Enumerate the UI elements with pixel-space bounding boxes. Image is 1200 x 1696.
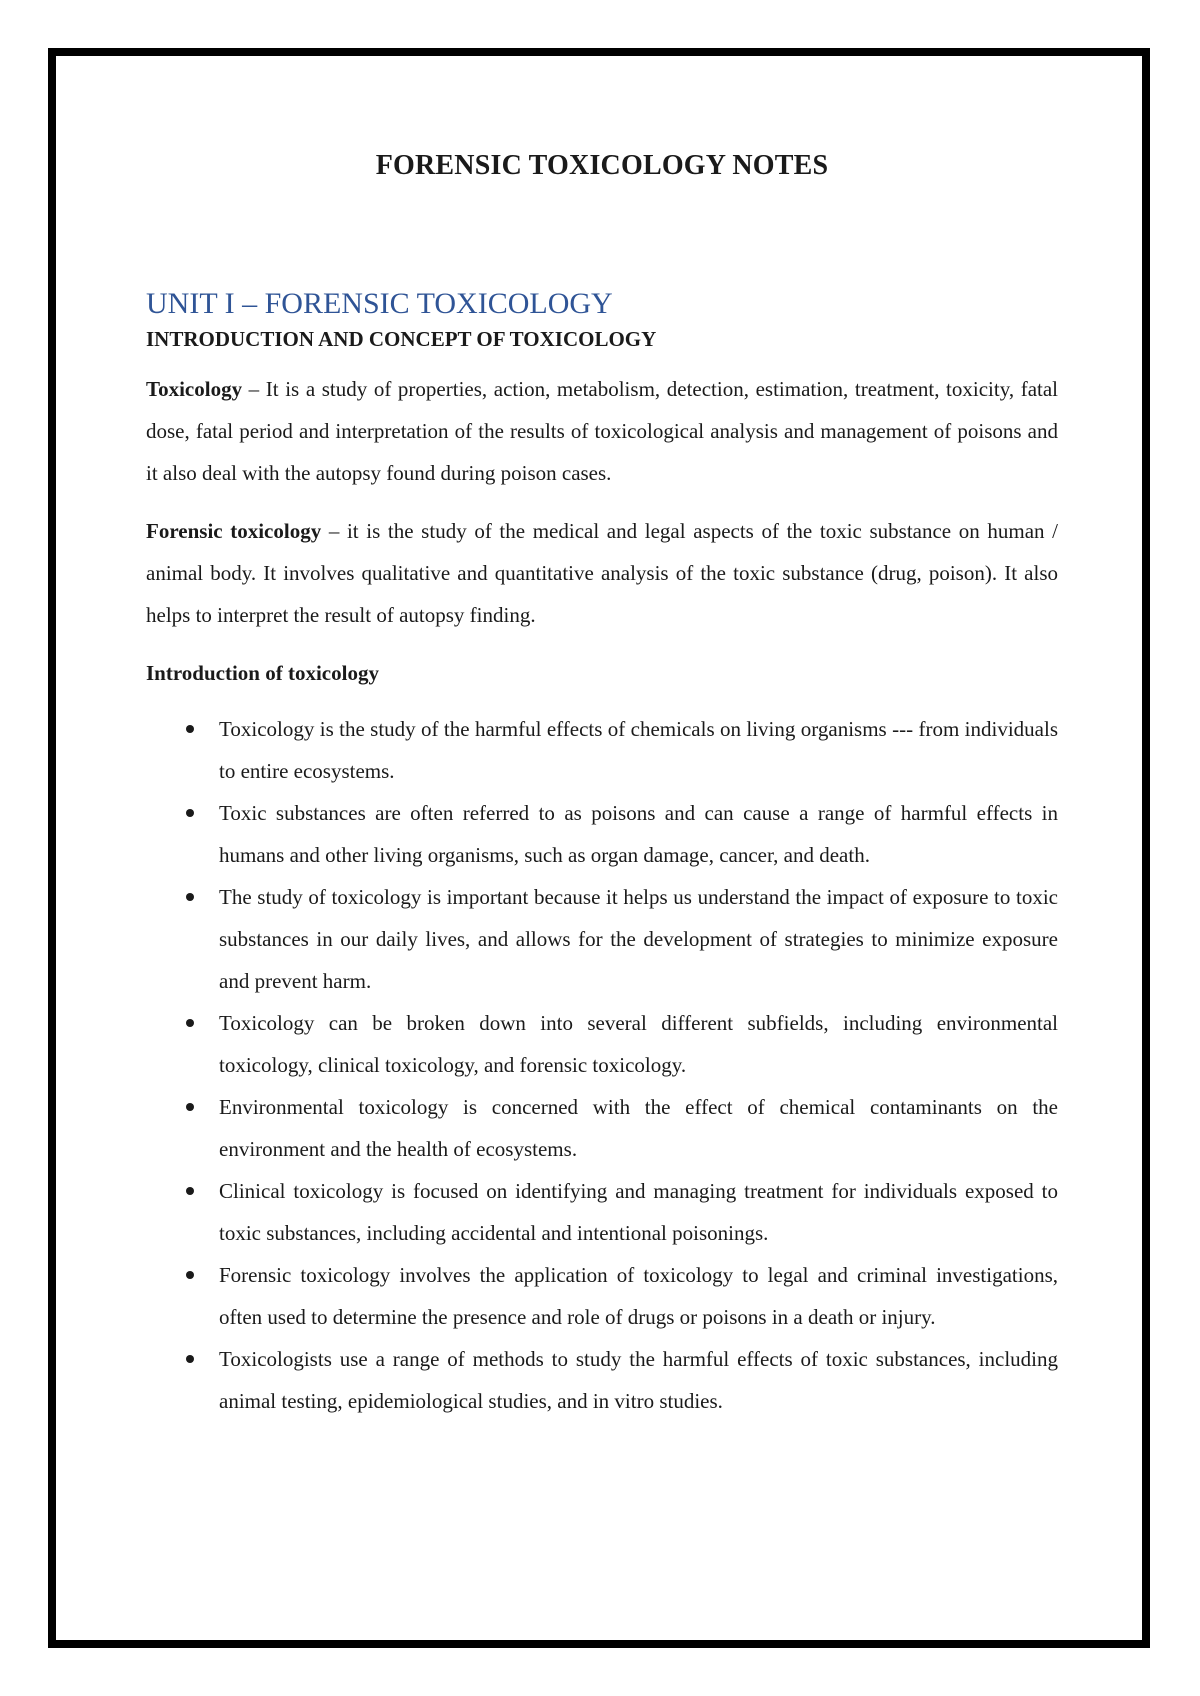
bullet-icon — [186, 1271, 194, 1279]
definition-term: Forensic toxicology — [146, 519, 322, 543]
bullet-icon — [186, 1019, 194, 1027]
list-item-text: Toxicology is the study of the harmful effects of chemicals on living organisms --- from individuals to entire ecosystems. — [219, 717, 1058, 783]
bullet-icon — [186, 1103, 194, 1111]
list-item-text: Clinical toxicology is focused on identifying and managing treatment for individuals exposed to toxic substances, including accidental and intentional poisonings. — [219, 1179, 1058, 1245]
list-item-text: Environmental toxicology is concerned with the effect of chemical contaminants on the environment and the health of ecosystems. — [219, 1095, 1058, 1161]
list-item — [146, 876, 1058, 1002]
list-item — [146, 708, 1058, 792]
list-item — [146, 1002, 1058, 1086]
definition-toxicology — [146, 368, 1058, 494]
definition-term: Toxicology — [146, 377, 243, 401]
definition-text: – it is the study of the medical and legal aspects of the toxic substance on human / animal body. It involves qualitative and quantitative analysis of the toxic substance (drug, poison). It also helps to interpret the result of autopsy finding. — [146, 519, 1058, 627]
bullet-icon — [186, 725, 194, 733]
document-title: FORENSIC TOXICOLOGY NOTES — [375, 150, 829, 181]
bullet-icon — [186, 1187, 194, 1195]
bullet-icon — [186, 1355, 194, 1363]
bullet-icon — [186, 893, 194, 901]
list-item — [146, 792, 1058, 876]
list-item-text: Forensic toxicology involves the application of toxicology to legal and criminal investigations, often used to determine the presence and role of drugs or poisons in a death or injury. — [219, 1263, 1058, 1329]
definition-forensic-toxicology — [146, 510, 1058, 636]
list-item-text: Toxic substances are often referred to as poisons and can cause a range of harmful effects in humans and other living organisms, such as organ damage, cancer, and death. — [219, 801, 1058, 867]
unit-heading: UNIT I – FORENSIC TOXICOLOGY — [146, 287, 613, 320]
definition-text: – It is a study of properties, action, metabolism, detection, estimation, treatment, toxicity, fatal dose, fatal period and interpretation of the results of toxicological analysis and management of poisons and it also deal with the autopsy found during poison cases. — [146, 377, 1058, 485]
list-item-text: Toxicologists use a range of methods to study the harmful effects of toxic substances, including animal testing, epidemiological studies, and in vitro studies. — [219, 1347, 1058, 1413]
list-item-text: The study of toxicology is important because it helps us understand the impact of exposure to toxic substances in our daily lives, and allows for the development of strategies to minimize exposure and prevent harm. — [219, 885, 1058, 993]
document-body — [146, 140, 1058, 1422]
list-item — [146, 1086, 1058, 1170]
section-heading: INTRODUCTION AND CONCEPT OF TOXICOLOGY — [146, 327, 657, 351]
bullet-icon — [186, 809, 194, 817]
list-item — [146, 1254, 1058, 1338]
intro-heading: Introduction of toxicology — [146, 661, 379, 685]
list-item — [146, 1170, 1058, 1254]
intro-bullet-list — [146, 708, 1058, 1422]
list-item-text: Toxicology can be broken down into several different subfields, including environmental toxicology, clinical toxicology, and forensic toxicology. — [219, 1011, 1058, 1077]
list-item — [146, 1338, 1058, 1422]
